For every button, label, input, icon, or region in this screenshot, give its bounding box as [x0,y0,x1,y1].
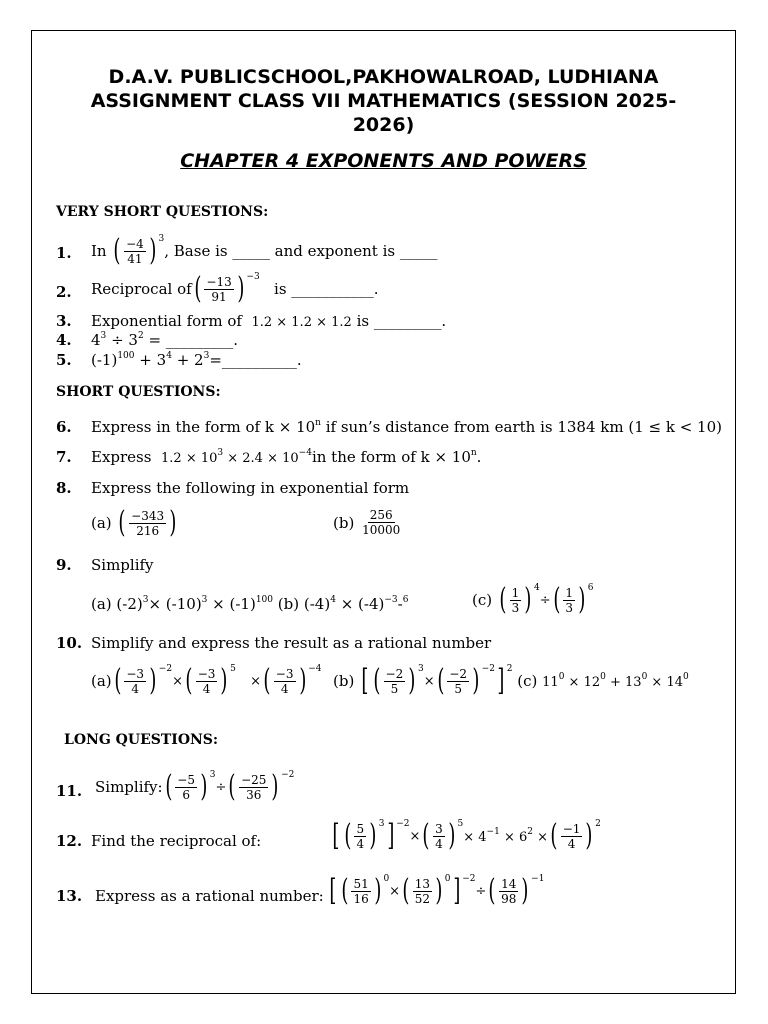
q2-label: Reciprocal of [91,280,192,298]
q2-expr: ( $\frac{-13}{91}$ ) −3 [194,271,260,306]
q5-text: $(-1)^{100} + 3^4$ + $2^3=\_\_\_\_\_\_\_\_\_\_$. [91,351,302,369]
short-heading: SHORT QUESTIONS: [56,384,221,400]
q1-number: 1. [56,244,72,262]
q8-number: 8. [56,479,72,497]
q6-text: Express in the form of $k \times 10^n$ if sun’s distance from earth is 1384 km (1 ≤ k < 10) [91,418,722,436]
q12-text: Find the reciprocal of: [91,832,262,850]
q11-number: 11. [56,782,83,800]
q8a: (a) ( $\frac{-343}{216}$ ) [91,508,179,538]
q8-text: Express the following in exponential form [91,479,410,497]
session-year: 2026) [352,114,415,136]
q4-text: $4^3 \div 3^2$ = _________. [91,331,239,349]
q1-expr: ( $\frac{-4}{41}$ ) 3 [113,233,165,268]
q2-blank: is ___________. [274,280,379,298]
school-name: D.A.V. PUBLICSCHOOL,PAKHOWALROAD, LUDHIANA [108,66,659,88]
q8a-expr: ( $\frac{-343}{216}$ ) [118,505,177,540]
q8b-expr: $\frac{256}{10000}$ [362,508,401,537]
q9ab: (a) $(-2)^3\times (-10)^3 \times (-1)^{100}$ (b) $(-4)^4 \times (-4)^{-3}-^6$ [91,595,409,613]
q7-text: Express $1.2 \times 10^3 \times 2.4 \times 10^{-4}in$ the form of $k \times 10^n$. [91,448,482,466]
q10a: (a) ( $\frac{-3}{4}$ ) −2 × ( $\frac{-3}{4}$ ) 5 × ( $\frac{-3}{4}$ ) −4 [91,663,322,698]
q5-number: 5. [56,351,72,369]
q6-number: 6. [56,418,72,436]
q4-number: 4. [56,331,72,349]
q1-blank: , Base is _____ and exponent is _____ [164,242,438,260]
q1-label: In [91,242,107,260]
q9-number: 9. [56,556,72,574]
q10b: (b) [ ( $\frac{-2}{5}$ ) 3 × ( $\frac{-2}{5}$ ) −2 ] 2 (c) $11^0 \times 12^0 + 13^0 \times 14^0$ [333,663,689,698]
q9-text: Simplify [91,556,154,574]
assignment-title: ASSIGNMENT CLASS VII MATHEMATICS (SESSION 2025- [90,90,677,112]
q13-number: 13. [56,887,83,905]
q3-text: Exponential form of 1.2 × 1.2 × 1.2 is _________. [91,312,447,330]
q3-number: 3. [56,312,72,330]
q1-text [91,233,438,268]
q13-expr: [ ( $\frac{51}{16}$ ) 0 × ( $\frac{13}{52}$ ) 0 ] −2 ÷ ( $\frac{14}{98}$ ) −1 [329,873,545,908]
q12-number: 12. [56,832,83,850]
long-heading: LONG QUESTIONS: [64,732,219,748]
q10-number: 10. [56,634,83,652]
q9c: (c) ( $\frac{1}{3}$ ) 4 ÷ ( $\frac{1}{3}$ ) 6 [472,582,594,617]
q11-text: Simplify: ( $\frac{-5}{6}$ ) 3 ÷ ( $\frac{-25}{36}$ ) −2 [95,769,295,804]
q10-text: Simplify and express the result as a rational number [91,634,492,652]
chapter-title: CHAPTER 4 EXPONENTS AND POWERS [180,150,587,172]
very-short-heading: VERY SHORT QUESTIONS: [56,204,269,220]
q12-expr: [ ( $\frac{5}{4}$ ) 3 ] −2 × ( $\frac{3}{4}$ ) 5 × $4^{-1} \times 6^2$ × ( $\frac{-1}{4}$ ) 2 [332,818,601,853]
q13-text: Express as a rational number: [95,887,324,905]
q8b: (b) $\frac{256}{10000}$ [333,508,401,537]
q2-number: 2. [56,283,72,301]
q7-number: 7. [56,448,72,466]
q2-text [91,271,379,306]
